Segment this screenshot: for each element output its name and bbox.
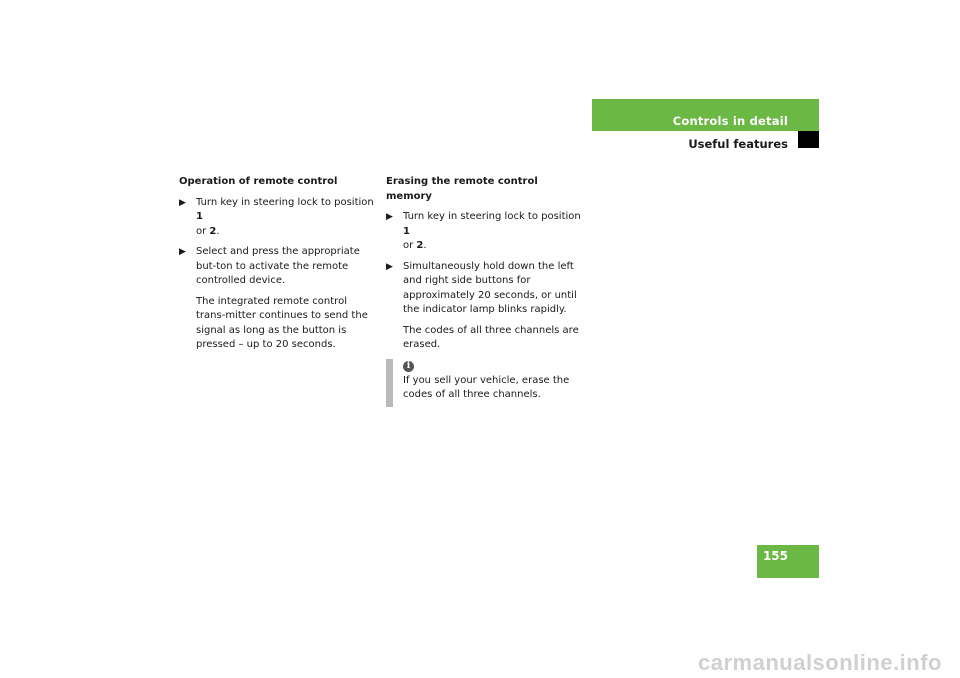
header-banner bbox=[592, 99, 819, 131]
info-bar bbox=[386, 359, 393, 407]
step-text: Select and press the appropriate but-ton to activate the remote controlled device. bbox=[196, 246, 360, 286]
step-turn-key bbox=[179, 196, 374, 240]
watermark: carmanualsonline.info bbox=[698, 650, 942, 675]
arrow-right-icon: ▶ bbox=[179, 247, 186, 257]
info-icon: i bbox=[403, 361, 414, 372]
page-number-block bbox=[757, 545, 819, 578]
arrow-right-icon: ▶ bbox=[179, 197, 186, 208]
remote-info-paragraph: The integrated remote control trans-mitter continues to send the signal as long as the button is pressed – up to 20 seconds. bbox=[196, 295, 368, 350]
section-title: Controls in detail bbox=[672, 114, 788, 128]
erase-memory-heading: Erasing the remote control memory bbox=[386, 176, 538, 202]
subheader bbox=[592, 131, 819, 151]
arrow-right-icon: ▶ bbox=[386, 212, 393, 222]
erased-paragraph: The codes of all three channels are erased. bbox=[403, 324, 579, 350]
step-text: Turn key in steering lock to position 1 or 2. bbox=[196, 196, 374, 237]
right-column bbox=[386, 175, 581, 407]
info-note bbox=[386, 359, 581, 407]
left-column bbox=[179, 175, 374, 359]
step-press-button bbox=[179, 245, 374, 289]
subsection-title: Useful features bbox=[688, 137, 788, 151]
info-text: If you sell your vehicle, erase the codes of all three channels. bbox=[403, 374, 570, 400]
step-turn-key bbox=[386, 210, 581, 254]
remote-operation-heading: Operation of remote control bbox=[179, 176, 338, 187]
step-text: Simultaneously hold down the left and right side buttons for approximately 20 seconds, or until the indicator lamp blinks rapidly. bbox=[403, 260, 577, 315]
page-number: 155 bbox=[762, 549, 788, 563]
subheader-marker bbox=[798, 131, 819, 148]
arrow-right-icon: ▶ bbox=[386, 261, 393, 272]
step-hold-buttons bbox=[386, 260, 581, 318]
step-text: Turn key in steering lock to position 1 or 2. bbox=[403, 211, 581, 251]
